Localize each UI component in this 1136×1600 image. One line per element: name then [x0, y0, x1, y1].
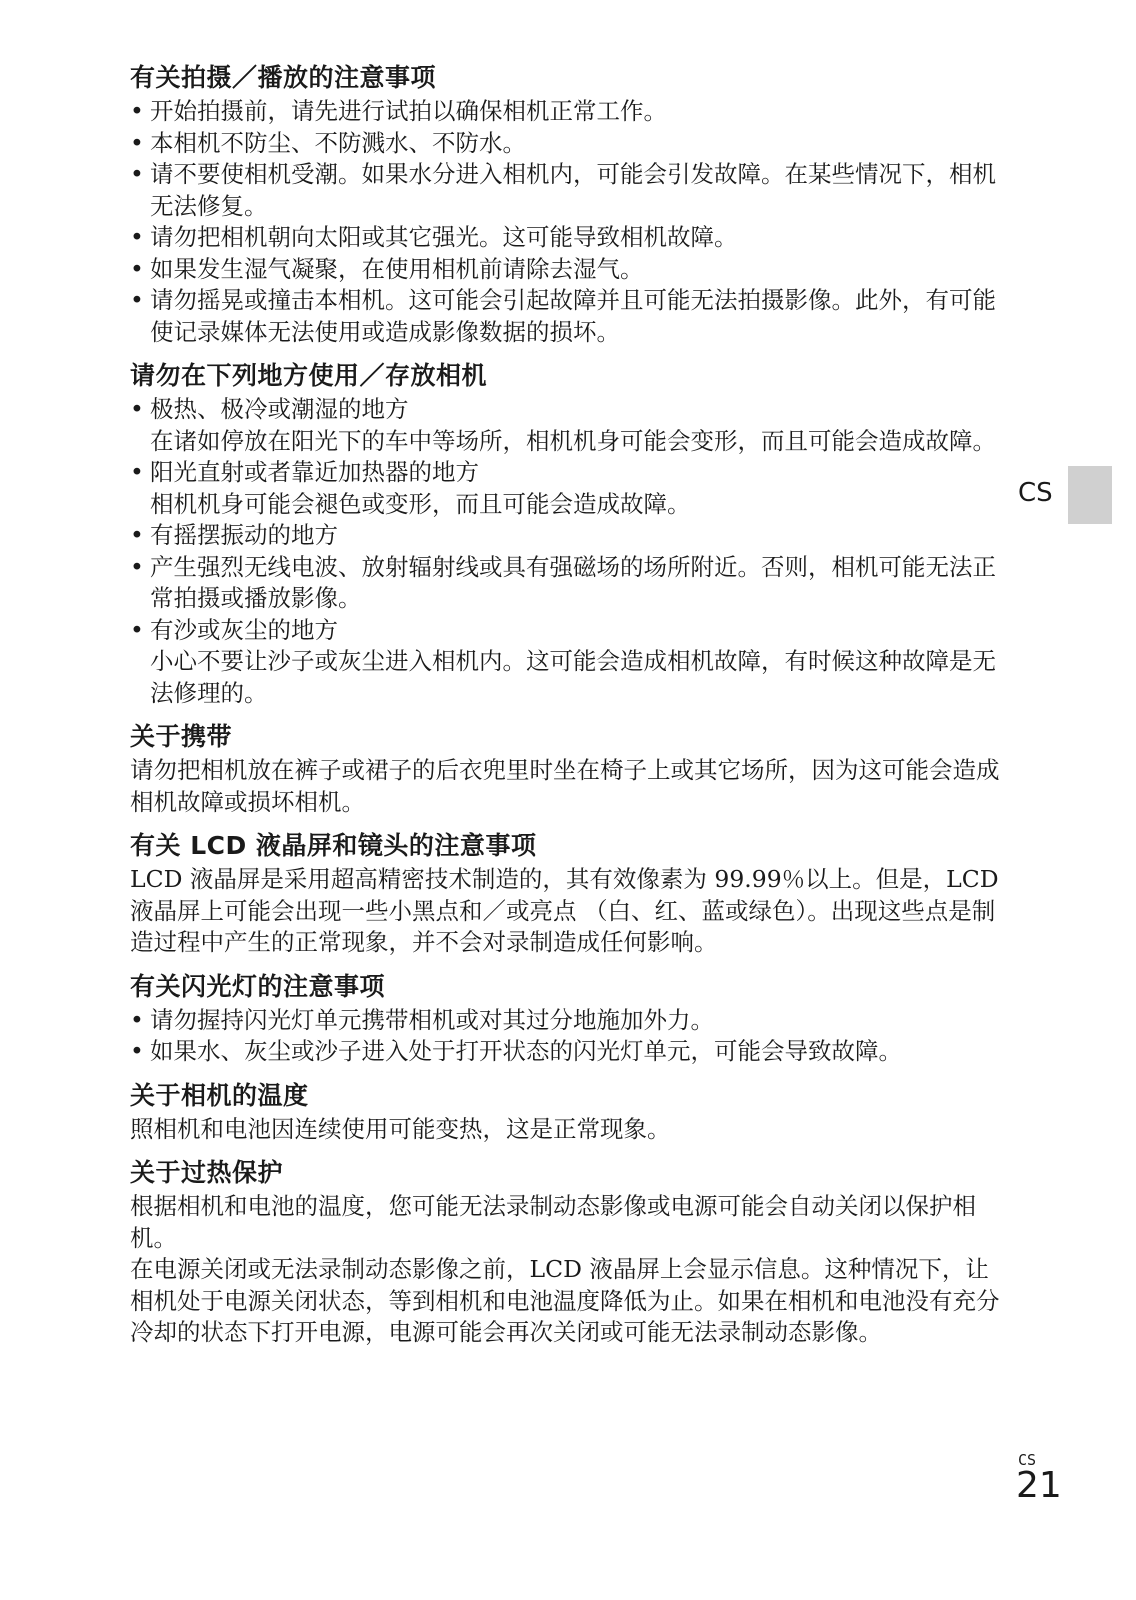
- side-language-label: CS: [1018, 478, 1053, 508]
- list-item-detail: 在诸如停放在阳光下的车中等场所，相机机身可能会变形，而且可能会造成故障。: [150, 426, 996, 455]
- section-overheat: [130, 1155, 1010, 1349]
- list-item: [130, 552, 1010, 615]
- section-title: 有关 LCD 液晶屏和镜头的注意事项: [130, 831, 537, 860]
- list-item: [130, 520, 1010, 552]
- list-item: • 请勿摇晃或撞击本相机。这可能会引起故障并且可能无法拍摄影像。此外，有可能使记录媒体无法使用或造成影像数据的损坏。: [130, 285, 1010, 348]
- list-item-head: • 阳光直射或者靠近加热器的地方: [150, 458, 479, 486]
- section-text: LCD 液晶屏是采用超高精密技术制造的，其有效像素为 99.99％以上。但是，LCD 液晶屏上可能会出现一些小黑点和／或亮点 （白、红、蓝或绿色）。出现这些点是制造过程中产生的正常现象，并不会对录制造成任何影响。: [130, 865, 999, 956]
- list-item-detail: 小心不要让沙子或灰尘进入相机内。这可能会造成相机故障，有时候这种故障是无法修理的。: [150, 647, 996, 707]
- section-title: 有关闪光灯的注意事项: [130, 971, 386, 1001]
- page-number: 21: [1016, 1465, 1062, 1506]
- list-item: • 请勿握持闪光灯单元携带相机或对其过分地施加外力。: [130, 1005, 1010, 1037]
- list-item: [130, 615, 1010, 710]
- list-item-head: • 极热、极冷或潮湿的地方: [150, 395, 409, 423]
- section-title: 关于过热保护: [130, 1158, 284, 1187]
- footer-language-label: CS: [1018, 1451, 1037, 1469]
- list-item-head: • 有摇摆振动的地方: [150, 521, 338, 549]
- section-paragraph: 在电源关闭或无法录制动态影像之前，LCD 液晶屏上会显示信息。这种情况下，让相机处于电源关闭状态，等到相机和电池温度降低为止。如果在相机和电池没有充分冷却的状态下打开电源，电源可能会再次关闭或可能无法录制动态影像。: [130, 1255, 1000, 1346]
- bullet-list: [130, 1005, 1010, 1068]
- section-title: 有关拍摄／播放的注意事项: [130, 63, 437, 92]
- list-item: • 如果水、灰尘或沙子进入处于打开状态的闪光灯单元，可能会导致故障。: [130, 1036, 1010, 1068]
- side-thumb-tab: [1068, 466, 1112, 524]
- section-title: 关于携带: [130, 722, 233, 751]
- section-storage-locations: [130, 358, 1010, 709]
- list-item: • 请不要使相机受潮。如果水分进入相机内，可能会引发故障。在某些情况下，相机无法修复。: [130, 159, 1010, 222]
- list-item-detail: 相机机身可能会褪色或变形，而且可能会造成故障。: [150, 489, 691, 518]
- section-lcd-lens: [130, 828, 1010, 959]
- page-content: [130, 60, 1010, 1359]
- bullet-list: [130, 394, 1010, 709]
- list-item: • 开始拍摄前，请先进行试拍以确保相机正常工作。: [130, 96, 1010, 128]
- list-item-head: • 有沙或灰尘的地方: [150, 615, 338, 644]
- section-shooting-playback: [130, 60, 1010, 348]
- section-paragraph: 根据相机和电池的温度，您可能无法录制动态影像或电源可能会自动关闭以保护相机。: [130, 1192, 976, 1252]
- section-temperature: [130, 1078, 1010, 1146]
- section-flash: [130, 969, 1010, 1068]
- section-title: 关于相机的温度: [130, 1080, 309, 1110]
- section-text: 照相机和电池因连续使用可能变热，这是正常现象。: [130, 1114, 671, 1143]
- list-item: • 如果发生湿气凝聚，在使用相机前请除去湿气。: [130, 254, 1010, 286]
- bullet-list: [130, 96, 1010, 348]
- list-item: [130, 457, 1010, 520]
- section-carrying: [130, 719, 1010, 818]
- section-title: 请勿在下列地方使用／存放相机: [130, 361, 488, 390]
- list-item-head: • 产生强烈无线电波、放射辐射线或具有强磁场的场所附近。否则，相机可能无法正常拍摄或播放影像。: [150, 552, 996, 612]
- list-item: [130, 394, 1010, 457]
- list-item: • 请勿把相机朝向太阳或其它强光。这可能导致相机故障。: [130, 222, 1010, 254]
- section-text: 请勿把相机放在裤子或裙子的后衣兜里时坐在椅子上或其它场所，因为这可能会造成相机故障或损坏相机。: [130, 756, 1000, 816]
- list-item: • 本相机不防尘、不防溅水、不防水。: [130, 128, 1010, 160]
